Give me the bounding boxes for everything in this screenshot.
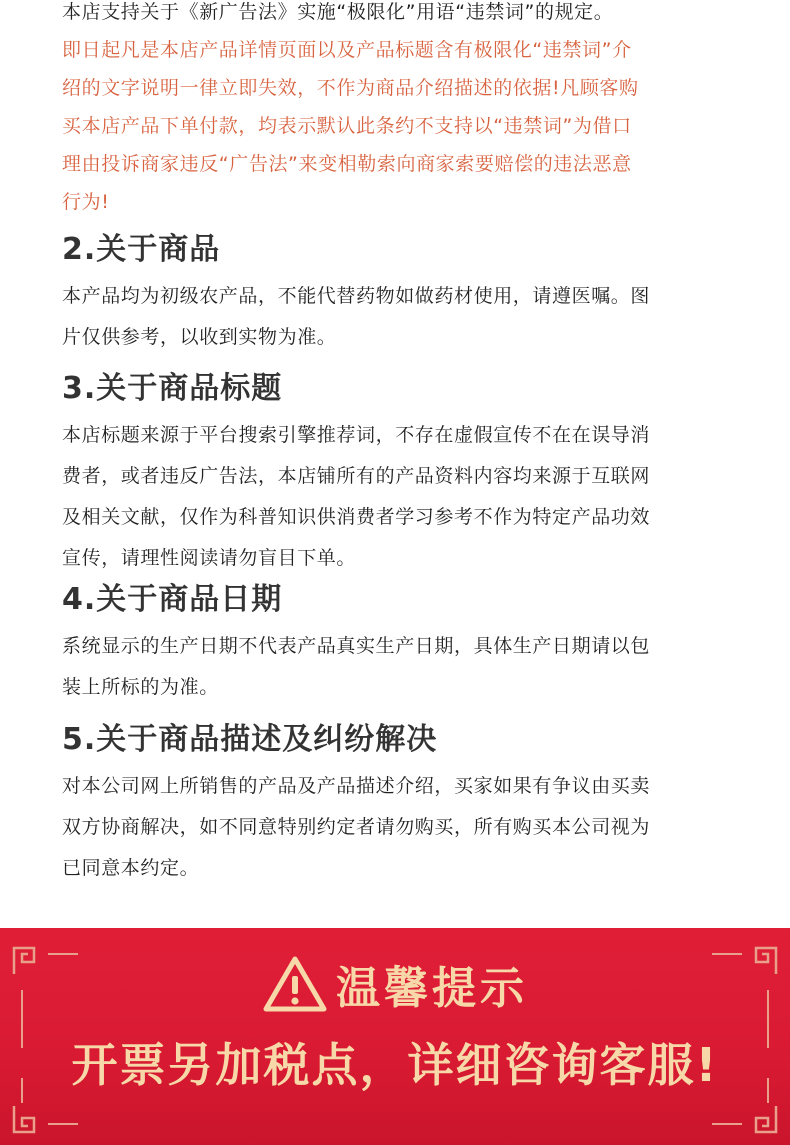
frame-bottom-right-short [712,1123,742,1125]
notice-line: 行为! [62,191,110,213]
corner-ornament-icon [744,1104,778,1138]
section-line: 宣传，请理性阅读请勿盲目下单。 [62,547,357,569]
section-line: 装上所标的为准。 [62,676,219,698]
section-heading: 5.关于商品描述及纠纷解决 [62,722,438,757]
invoice-notice: 开票另加税点，详细咨询客服! [71,1038,719,1092]
section-products [62,226,650,356]
banner-title: 温馨提示 [336,963,528,1014]
section-heading: 4.关于商品日期 [62,582,283,617]
section-product-title [62,365,650,577]
notice-line: 绍的文字说明一律立即失效，不作为商品介绍描述的依据!凡顾客购 [62,77,639,99]
section-line: 系统显示的生产日期不代表产品真实生产日期，具体生产日期请以包 [62,635,651,657]
notice-line: 买本店产品下单付款，均表示默认此条约不支持以“违禁词”为借口 [62,115,632,137]
section-line: 片仅供参考，以收到实物为准。 [62,326,337,348]
section-line: 已同意本约定。 [62,857,200,879]
section-heading: 2.关于商品 [62,232,221,267]
section-line: 及相关文献，仅作为科普知识供消费者学习参考不作为特定产品功效 [62,506,651,528]
section-line: 费者，或者违反广告法，本店铺所有的产品资料内容均来源于互联网 [62,465,651,487]
warning-icon [262,954,328,1014]
frame-bottom-left-short [48,1123,78,1125]
corner-ornament-icon [12,1104,46,1138]
intro-block [62,0,639,221]
section-line: 本产品均为初级农产品，不能代替药物如做药材使用，请遵医嘱。图 [62,285,651,307]
section-line: 对本公司网上所销售的产品及产品描述介绍，买家如果有争议由买卖 [62,775,651,797]
section-product-date [62,576,650,706]
section-line: 本店标题来源于平台搜索引擎推荐词，不存在虚假宣传不在在误导消 [62,424,651,446]
tip-title-row [0,948,790,1020]
section-line: 双方协商解决，如不同意特别约定者请勿购买，所有购买本公司视为 [62,816,651,838]
section-dispute [62,716,650,887]
notice-line: 理由投诉商家违反“广告法”来变相勒索向商家索要赔偿的违法恶意 [62,153,632,175]
warm-tip-banner [0,928,790,1145]
notice-line: 即日起凡是本店产品详情页面以及产品标题含有极限化“违禁词”介 [62,39,632,61]
section-heading: 3.关于商品标题 [62,371,283,406]
intro-line: 本店支持关于《新广告法》实施“极限化”用语“违禁词”的规定。 [62,1,614,23]
